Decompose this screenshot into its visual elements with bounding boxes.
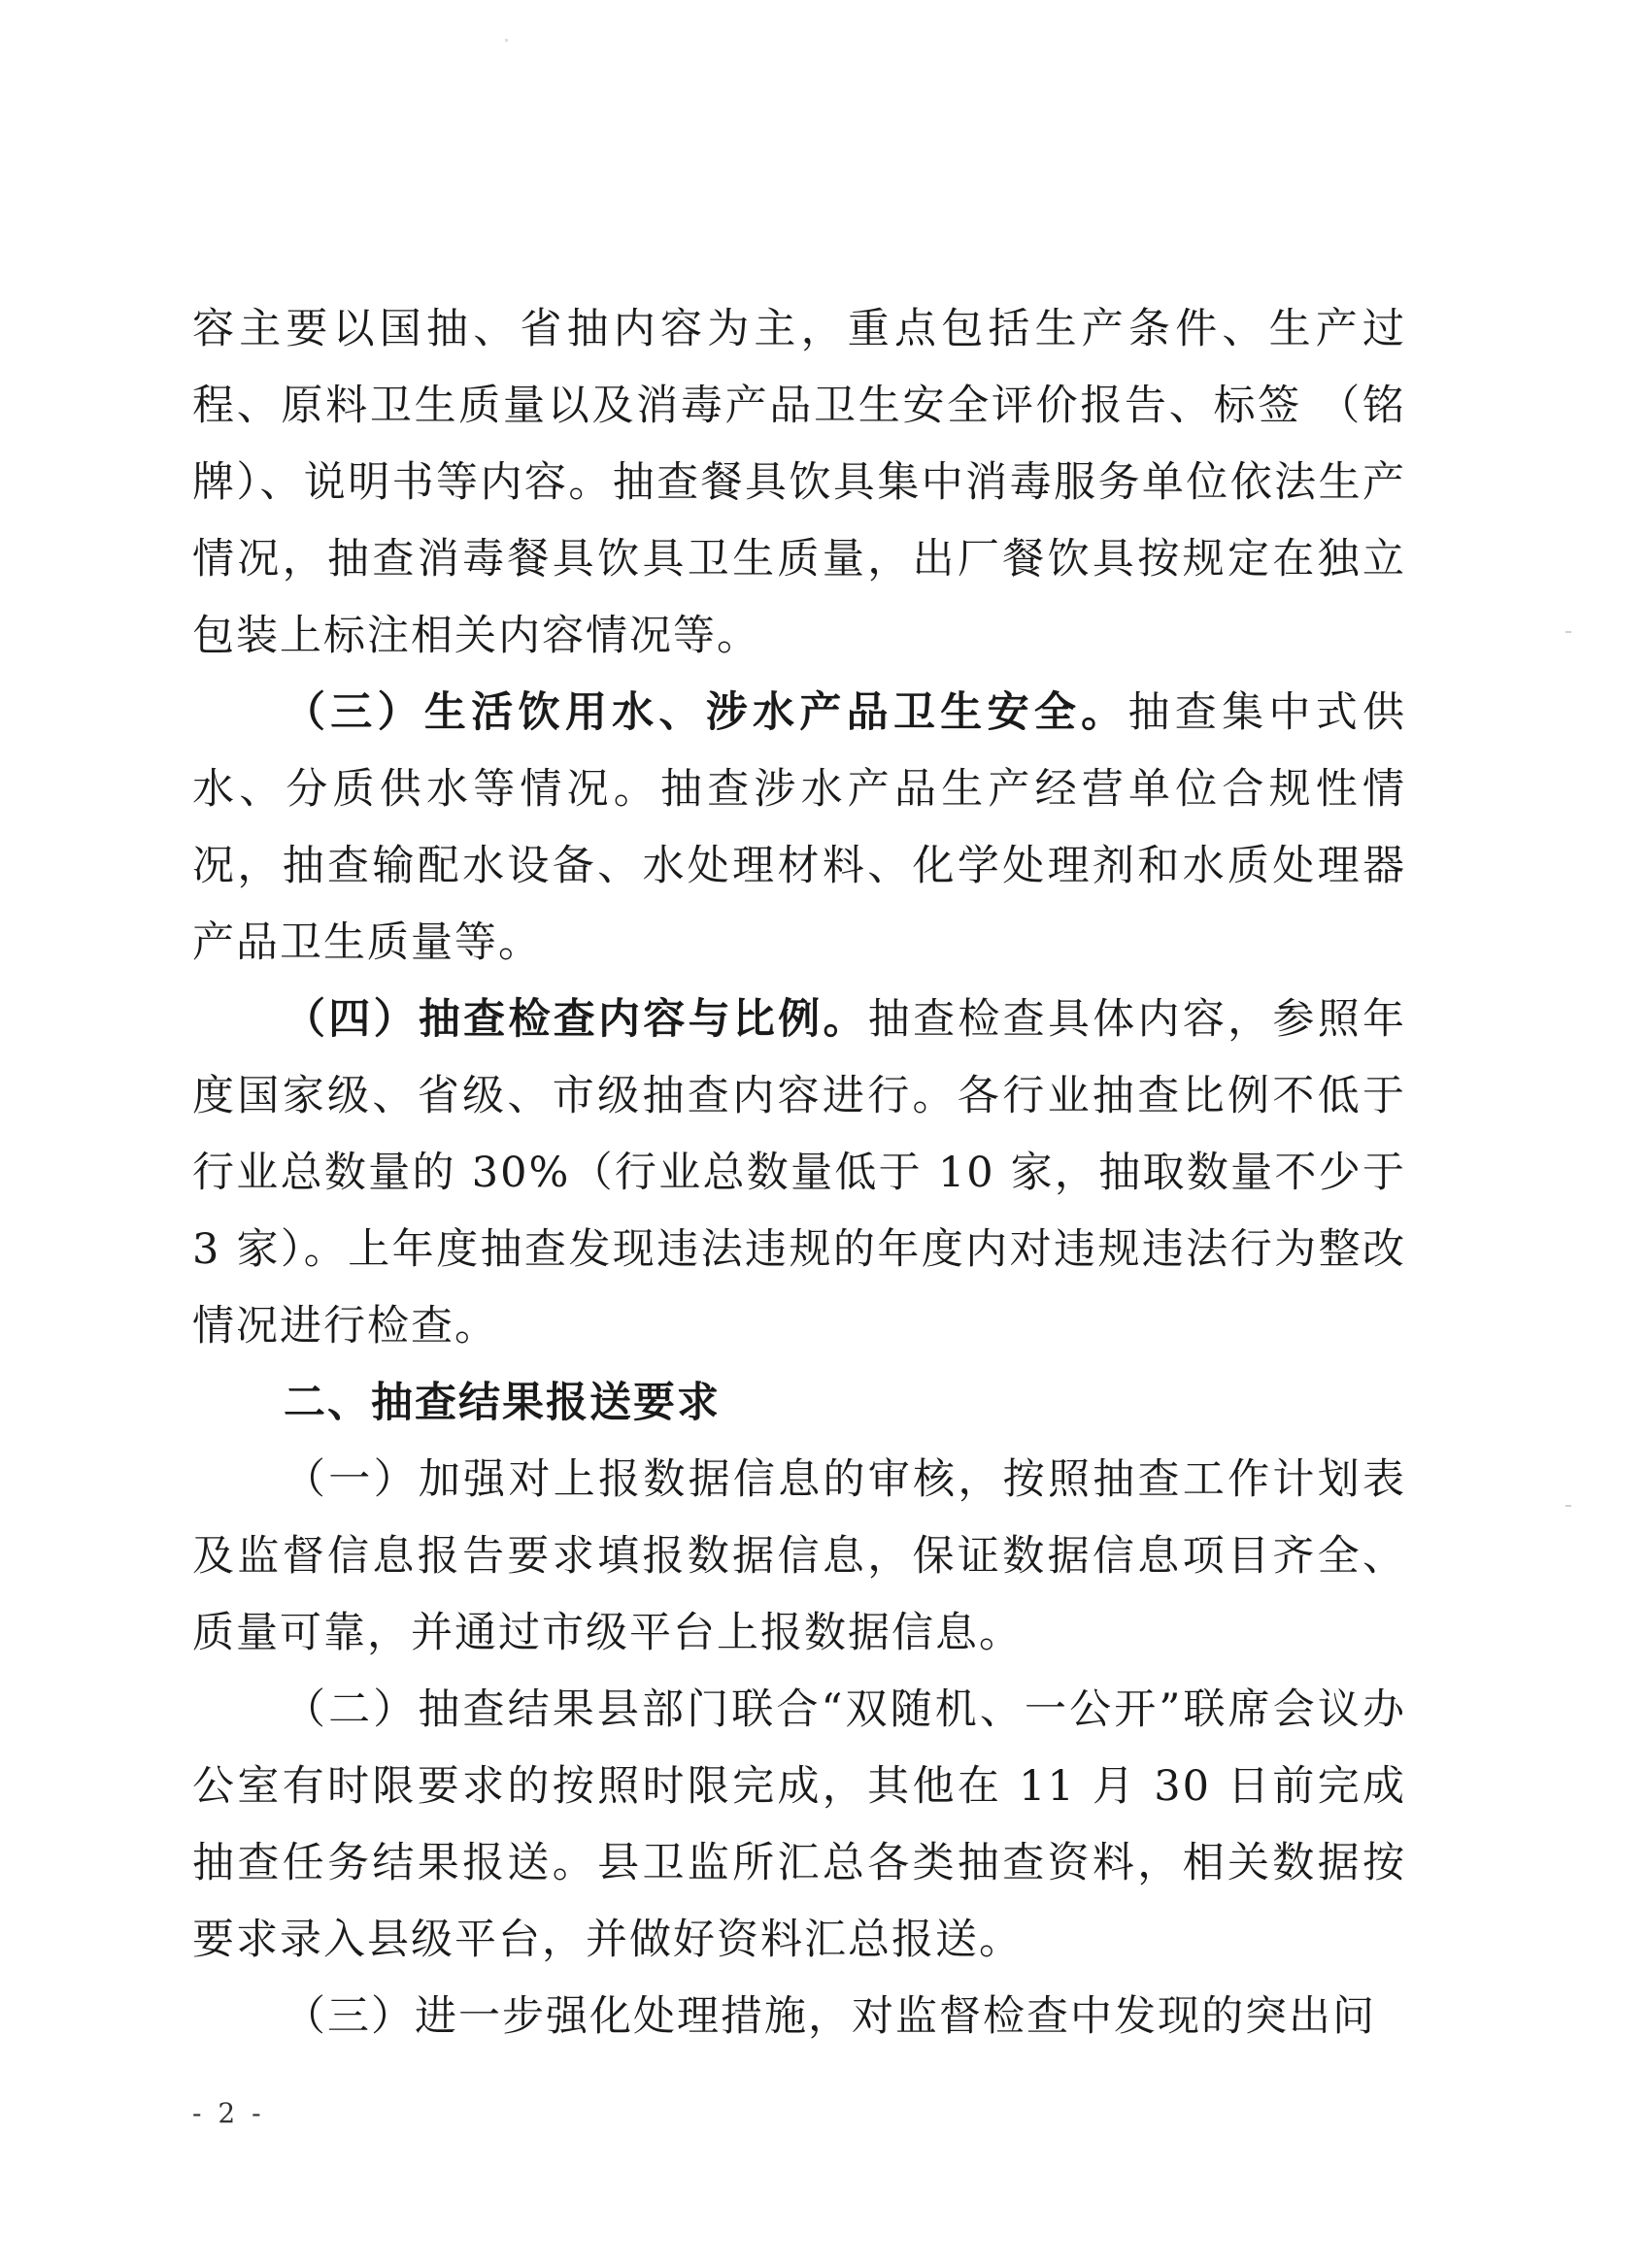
paragraph-handling-measures bbox=[192, 1979, 1406, 2055]
paragraph-text: 抽查集中式供水、分质供水等情况。抽查涉水产品生产经营单位合规性情况，抽查输配水设备、水处理材料、化学处理剂和水质处理器产品卫生质量等。 bbox=[192, 688, 1407, 967]
section-heading: 二、抽查结果报送要求 bbox=[284, 1379, 721, 1427]
scan-speck bbox=[1565, 1505, 1571, 1507]
paragraph-result-report bbox=[192, 1672, 1406, 1979]
paragraph-text: （三）进一步强化处理措施，对监督检查中发现的突出问 bbox=[284, 1992, 1376, 2041]
scan-speck bbox=[505, 39, 508, 42]
paragraph-data-review bbox=[192, 1442, 1406, 1672]
paragraph-inspection-ratio bbox=[192, 982, 1406, 1365]
paragraph-lead-heading: （三）生活饮用水、涉水产品卫生安全。 bbox=[284, 688, 1128, 737]
paragraph-continued bbox=[192, 291, 1406, 675]
paragraph-text: 抽查检查具体内容，参照年度国家级、省级、市级抽查内容进行。各行业抽查比例不低于行业总数量的 30%（行业总数量低于 10 家，抽取数量不少于 3 家）。上年度抽查发现违法违规的年度内对违规违法行为整改情况进行检查。 bbox=[192, 995, 1407, 1351]
paragraph-lead-heading: （四）抽查检查内容与比例。 bbox=[284, 995, 868, 1044]
paragraph-text: （一）加强对上报数据信息的审核，按照抽查工作计划表及监督信息报告要求填报数据信息，保证数据信息项目齐全、质量可靠，并通过市级平台上报数据信息。 bbox=[192, 1455, 1406, 1657]
paragraph-text: （二）抽查结果县部门联合“双随机、一公开”联席会议办公室有时限要求的按照时限完成，其他在 11 月 30 日前完成抽查任务结果报送。县卫监所汇总各类抽查资料，相关数据按要求录入县级平台，并做好资料汇总报送。 bbox=[192, 1685, 1406, 1964]
paragraph-drinking-water bbox=[192, 675, 1406, 982]
page-number: - 2 - bbox=[192, 2097, 265, 2129]
scan-speck bbox=[1565, 631, 1571, 633]
page-body bbox=[192, 291, 1406, 2055]
paragraph-text: 容主要以国抽、省抽内容为主，重点包括生产条件、生产过程、原料卫生质量以及消毒产品卫生安全评价报告、标签 （铭牌）、说明书等内容。抽查餐具饮具集中消毒服务单位依法生产情况，抽查消毒餐具饮具卫生质量，出厂餐饮具按规定在独立包装上标注相关内容情况等。 bbox=[192, 305, 1406, 660]
